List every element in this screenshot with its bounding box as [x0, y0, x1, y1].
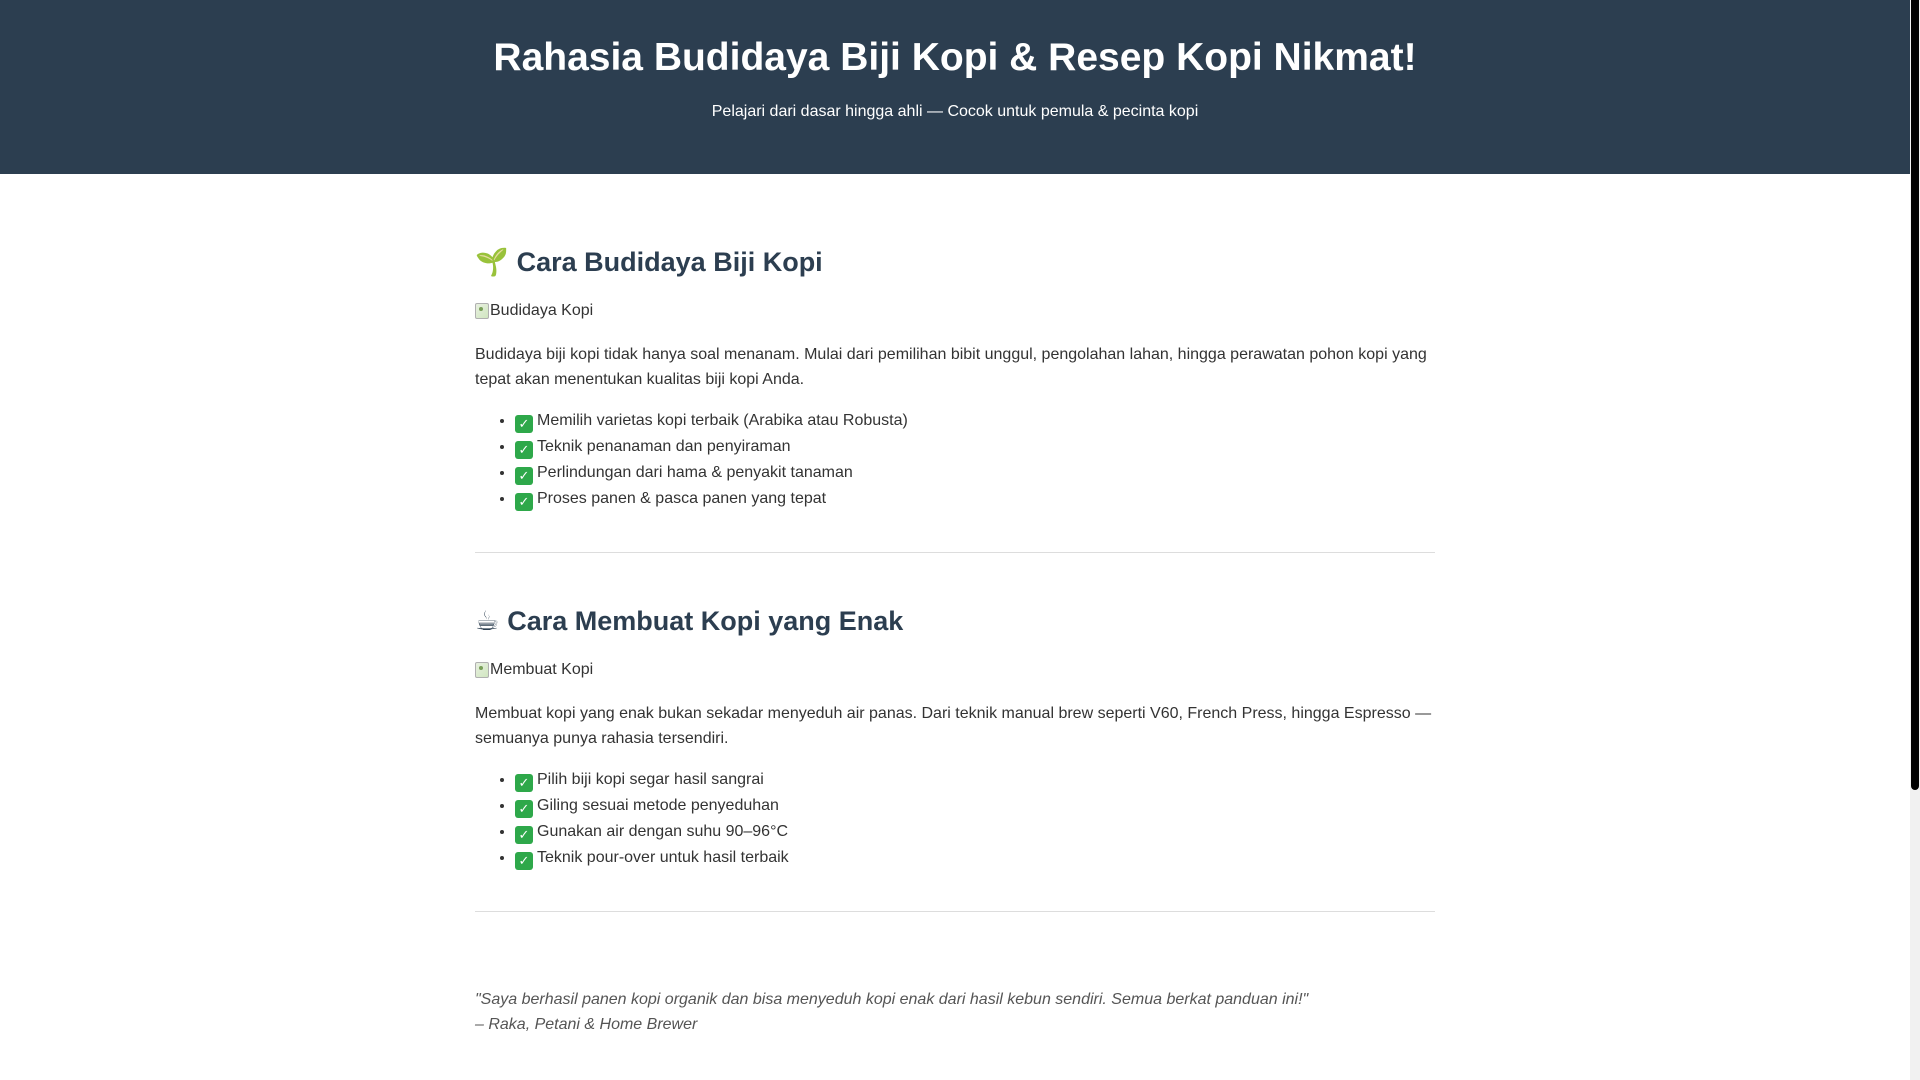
list-item-text: Teknik penanaman dan penyiraman	[537, 438, 791, 455]
check-mark-icon: ✓	[515, 774, 533, 792]
list-item	[515, 460, 1435, 486]
seedling-icon: 🌱	[475, 247, 509, 277]
section-heading	[475, 603, 1435, 639]
list-item	[515, 408, 1435, 434]
checklist	[475, 408, 1435, 512]
list-item-text: Pilih biji kopi segar hasil sangrai	[537, 771, 764, 788]
list-item	[515, 486, 1435, 512]
check-mark-icon: ✓	[515, 493, 533, 511]
page-subtitle: Pelajari dari dasar hingga ahli — Cocok untuk pemula & pecinta kopi	[711, 103, 1199, 120]
list-item	[515, 793, 1435, 819]
list-item-text: Gunakan air dengan suhu 90–96°C	[537, 823, 789, 840]
check-mark-icon: ✓	[515, 441, 533, 459]
page-title: Rahasia Budidaya Biji Kopi & Resep Kopi Nikmat!	[493, 36, 1417, 79]
list-item	[515, 819, 1435, 845]
scrollbar-thumb[interactable]	[1911, 0, 1919, 790]
main-content	[475, 174, 1435, 1037]
list-item-text: Proses panen & pasca panen yang tepat	[537, 490, 827, 507]
vertical-scrollbar[interactable]	[1910, 0, 1920, 1080]
list-item	[515, 767, 1435, 793]
check-mark-icon: ✓	[515, 852, 533, 870]
image-alt-text: Budidaya Kopi	[490, 302, 594, 319]
checklist	[475, 767, 1435, 871]
section-image	[475, 659, 593, 681]
section-description: Budidaya biji kopi tidak hanya soal menanam. Mulai dari pemilihan bibit unggul, pengolahan lahan, hingga perawatan pohon kopi yang tepat akan menentukan kualitas biji kopi Anda.	[475, 346, 1427, 388]
section-heading	[475, 244, 1435, 280]
section-title: Cara Membuat Kopi yang Enak	[507, 606, 904, 636]
testimonial-quote: "Saya berhasil panen kopi organik dan bisa menyeduh kopi enak dari hasil kebun sendiri. Semua berkat panduan ini!"	[475, 991, 1309, 1008]
list-item	[515, 845, 1435, 871]
list-item-text: Perlindungan dari hama & penyakit tanaman	[537, 464, 853, 481]
section-image	[475, 300, 593, 322]
section-budidaya	[475, 244, 1435, 553]
check-mark-icon: ✓	[515, 826, 533, 844]
hero-header	[0, 0, 1910, 174]
broken-image-icon	[475, 303, 489, 319]
testimonial-author: – Raka, Petani & Home Brewer	[475, 1016, 698, 1033]
list-item	[515, 434, 1435, 460]
section-title: Cara Budidaya Biji Kopi	[516, 247, 823, 277]
check-mark-icon: ✓	[515, 467, 533, 485]
section-description: Membuat kopi yang enak bukan sekadar menyeduh air panas. Dari teknik manual brew seperti V60, French Press, hingga Espresso — semuanya punya rahasia tersendiri.	[475, 705, 1432, 747]
image-alt-text: Membuat Kopi	[490, 661, 594, 678]
broken-image-icon	[475, 662, 489, 678]
coffee-cup-icon: ☕	[475, 606, 500, 636]
list-item-text: Memilih varietas kopi terbaik (Arabika atau Robusta)	[537, 412, 908, 429]
list-item-text: Teknik pour-over untuk hasil terbaik	[537, 849, 789, 866]
check-mark-icon: ✓	[515, 800, 533, 818]
check-mark-icon: ✓	[515, 415, 533, 433]
list-item-text: Giling sesuai metode penyeduhan	[537, 797, 779, 814]
testimonial	[475, 962, 1435, 1037]
section-membuat-kopi	[475, 603, 1435, 912]
